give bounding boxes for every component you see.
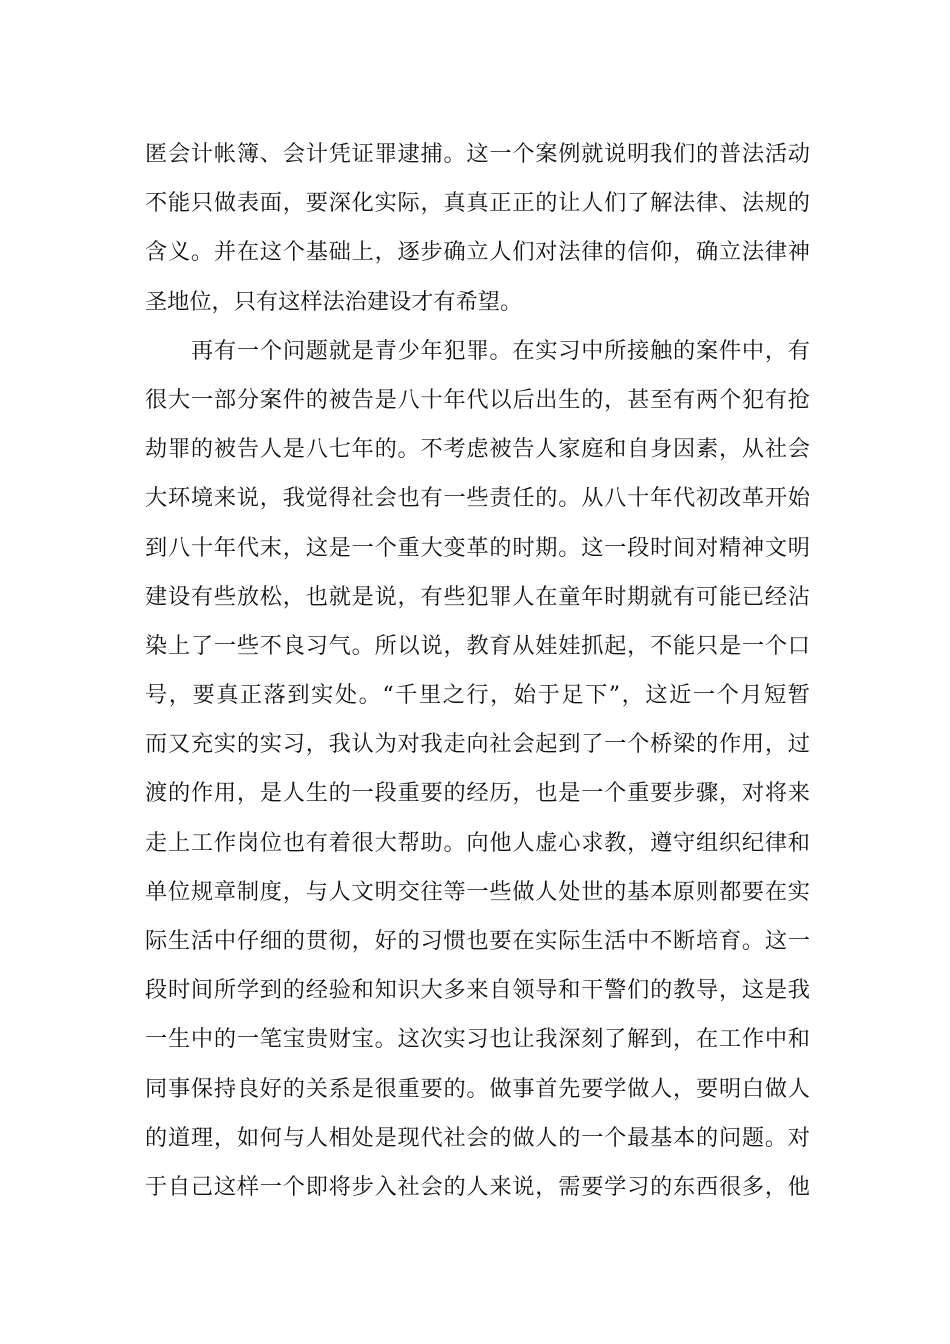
text-line: 再有一个问题就是青少年犯罪。在实习中所接触的案件中，有 <box>191 337 810 364</box>
document-body <box>145 130 810 1212</box>
text-line: 染上了一些不良习气。所以说，教育从娃娃抓起，不能只是一个口 <box>145 632 810 659</box>
text-line: 很大一部分案件的被告是八十年代以后出生的，甚至有两个犯有抢 <box>145 386 810 413</box>
text-line: 单位规章制度，与人文明交往等一些做人处世的基本原则都要在实 <box>145 878 810 905</box>
text-line: 走上工作岗位也有着很大帮助。向他人虚心求教，遵守组织纪律和 <box>145 829 810 856</box>
paragraph-2 <box>145 327 810 1212</box>
paragraph-1 <box>145 130 810 327</box>
text-line: 而又充实的实习，我认为对我走向社会起到了一个桥梁的作用，过 <box>145 731 810 758</box>
text-line: 到八十年代末，这是一个重大变革的时期。这一段时间对精神文明 <box>145 534 810 561</box>
text-line: 一生中的一笔宝贵财宝。这次实习也让我深刻了解到，在工作中和 <box>145 1026 810 1053</box>
text-line: 匿会计帐簿、会计凭证罪逮捕。这一个案例就说明我们的普法活动 <box>145 141 810 167</box>
text-line: 圣地位，只有这样法治建设才有希望。 <box>145 288 523 315</box>
text-line: 不能只做表面，要深化实际，真真正正的让人们了解法律、法规的 <box>145 190 810 217</box>
text-line: 际生活中仔细的贯彻，好的习惯也要在实际生活中不断培育。这一 <box>145 928 810 954</box>
text-line: 劫罪的被告人是八七年的。不考虑被告人家庭和自身因素，从社会 <box>145 436 810 463</box>
text-line: 含义。并在这个基础上，逐步确立人们对法律的信仰，确立法律神 <box>145 239 810 266</box>
text-line: 的道理，如何与人相处是现代社会的做人的一个最基本的问题。对 <box>145 1124 810 1151</box>
text-line: 号，要真正落到实处。“千里之行，始于足下”，这近一个月短暂 <box>145 682 810 709</box>
text-line: 同事保持良好的关系是很重要的。做事首先要学做人，要明白做人 <box>145 1075 810 1102</box>
text-line: 于自己这样一个即将步入社会的人来说，需要学习的东西很多，他 <box>145 1173 810 1200</box>
text-line: 渡的作用，是人生的一段重要的经历，也是一个重要步骤，对将来 <box>145 780 810 807</box>
text-line: 段时间所学到的经验和知识大多来自领导和干警们的教导，这是我 <box>145 977 810 1004</box>
text-line: 建设有些放松，也就是说，有些犯罪人在童年时期就有可能已经沾 <box>145 583 810 610</box>
text-line: 大环境来说，我觉得社会也有一些责任的。从八十年代初改革开始 <box>145 485 810 512</box>
